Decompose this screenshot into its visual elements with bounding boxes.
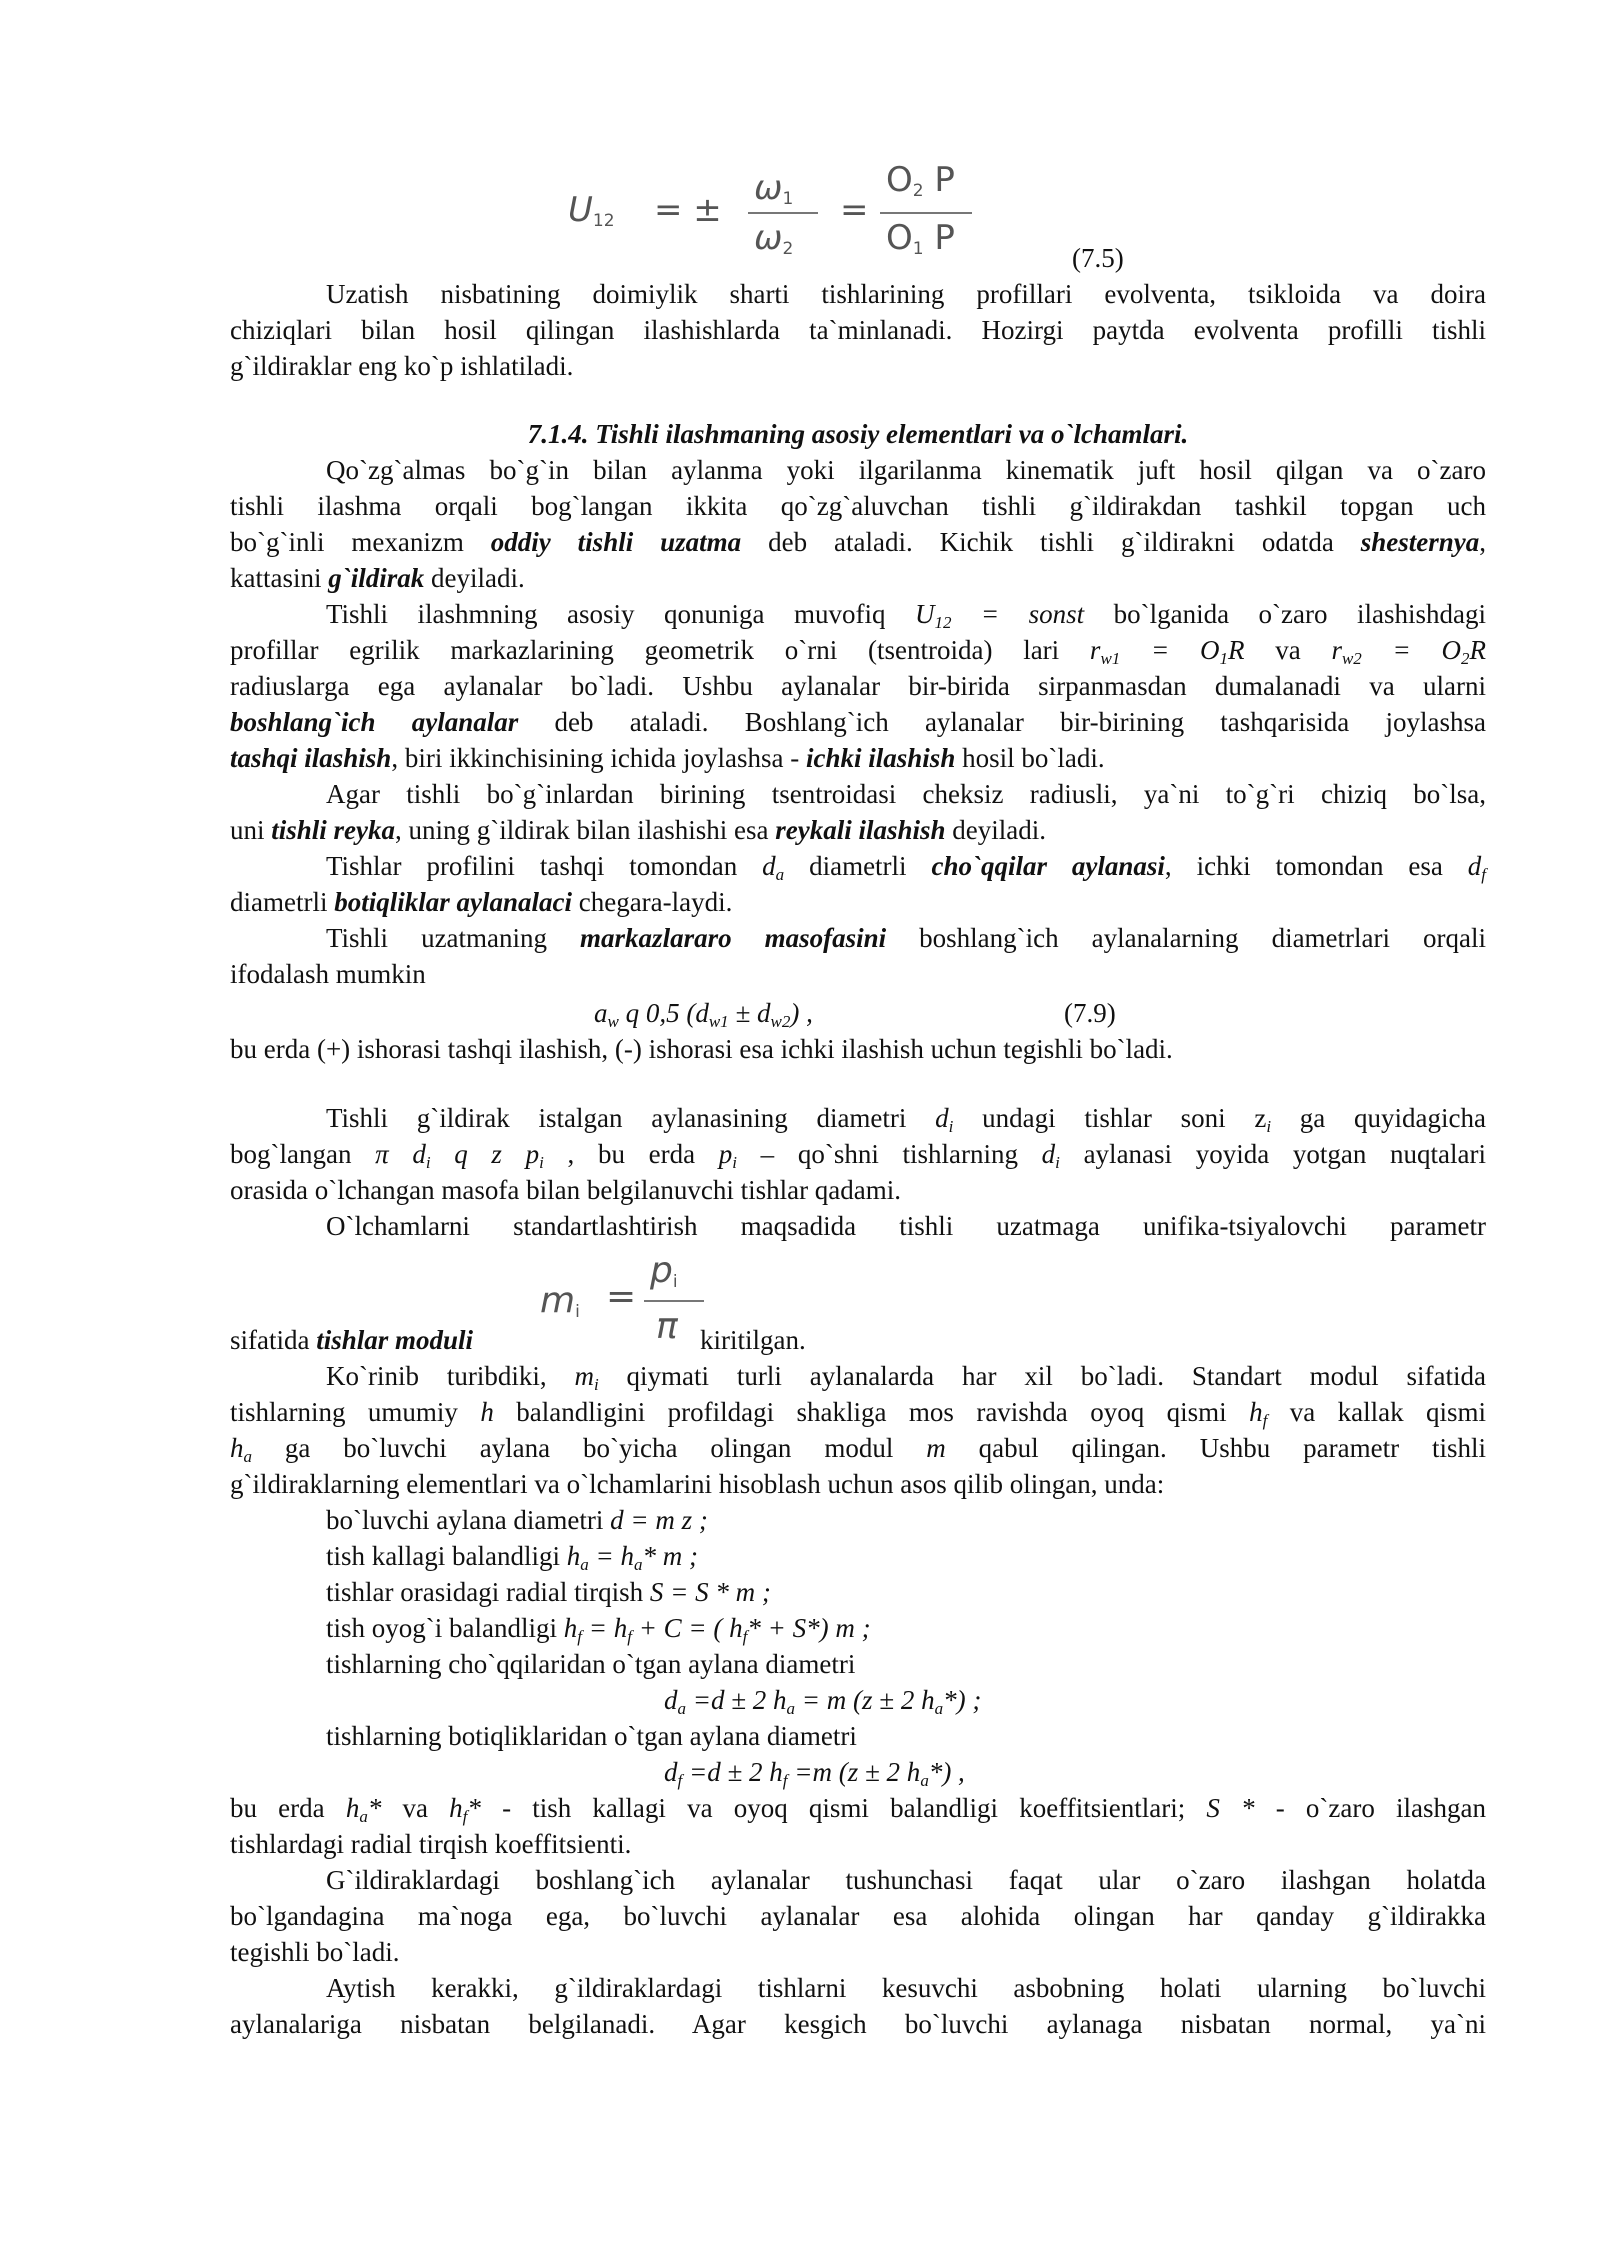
paragraph-line: bo`g`inli mexanizm oddiy tishli uzatma deb ataladi. Kichik tishli g`ildirakni odatda shesternya, bbox=[230, 527, 1486, 557]
paragraph-line: radiuslarga ega aylanalar bo`ladi. Ushbu aylanalar bir-birida sirpanmasdan dumalanadi va ularni bbox=[230, 671, 1486, 701]
paragraph-line: tishlardagi radial tirqish koeffitsienti. bbox=[230, 1829, 632, 1859]
paragraph-line: Qo`zg`almas bo`g`in bilan aylanma yoki ilgarilanma kinematik juft hosil qilgan va o`zaro bbox=[326, 455, 1486, 485]
paragraph-line: tishli ilashma orqali bog`langan ikkita qo`zg`aluvchan tishli g`ildirakdan tashkil topgan uch bbox=[230, 491, 1486, 521]
paragraph-line: Agar tishli bo`g`inlardan birining tsentroidasi cheksiz radiusli, ya`ni to`g`ri chiziq bo`lsa, bbox=[326, 779, 1486, 809]
list-item: tishlar orasidagi radial tirqish S = S * m ; bbox=[326, 1577, 771, 1607]
paragraph-line: bu erda (+) ishorasi tashqi ilashish, (-) ishorasi esa ichki ilashish uchun tegishli bo`ladi. bbox=[230, 1034, 1173, 1064]
paragraph-line: g`ildiraklarning elementlari va o`lchamlarini hisoblash uchun asos qilib olingan, unda: bbox=[230, 1469, 1165, 1499]
paragraph-line: bog`langan π $d_i$ q z $p_i$ , bu erda $p_i$ – qo`shni tishlarning $d_i$ aylanasi yoyida yotgan nuqtalari bbox=[230, 1139, 1486, 1172]
paragraph-line: tegishli bo`ladi. bbox=[230, 1937, 400, 1967]
paragraph-line: orasida o`lchangan masofa bilan belgilanuvchi tishlar qadami. bbox=[230, 1175, 902, 1205]
paragraph-line: Ko`rinib turibdiki, $m_i$ qiymati turli aylanalarda har xil bo`ladi. Standart modul sifatida bbox=[326, 1361, 1486, 1394]
formula-7-5: $U_{12}$ = ± $\omega_1$ $\omega_2$ = $O_2$ P $O_1$ P bbox=[568, 160, 988, 260]
paragraph-line: diametrli botiqliklar aylanalaci chegara-laydi. bbox=[230, 887, 733, 917]
paragraph-line: kattasini g`ildirak deyiladi. bbox=[230, 563, 525, 593]
term-tishlar-moduli: tishlar moduli bbox=[316, 1325, 474, 1355]
formula-df: $d_f =d \pm 2$ $h_f =m$ (z ± 2 $h_a*$) , bbox=[664, 1757, 965, 1790]
paragraph-line: Tishlar profilini tashqi tomondan $d_a$ diametrli cho`qqilar aylanasi, ichki tomondan esa $d_f$ bbox=[326, 851, 1487, 884]
fraction-bar bbox=[880, 212, 972, 214]
paragraph-line: $h_a$ ga bo`luvchi aylana bo`yicha olingan modul m qabul qilingan. Ushbu parametr tishli bbox=[230, 1433, 1486, 1466]
term-tishli-reyka: tishli reyka bbox=[271, 815, 396, 845]
paragraph-line: g`ildiraklar eng ko`p ishlatiladi. bbox=[230, 351, 574, 381]
term-boshlangich-aylanalar: boshlang`ich aylanalar bbox=[230, 707, 519, 737]
formula-7-9: $a_w$ q 0,5 $(d_{w1} \pm d_{w2})$ , bbox=[594, 998, 813, 1031]
paragraph-line: Tishli uzatmaning markazlararo masofasini boshlang`ich aylanalarning diametrlari orqali bbox=[326, 923, 1486, 953]
paragraph-line: tashqi ilashish, biri ikkinchisining ichida joylashsa - ichki ilashish hosil bo`ladi. bbox=[230, 743, 1105, 773]
paragraph-line: bu erda $h_a*$ va $h_f*$ - tish kallagi va oyoq qismi balandligi koeffitsientlari; S * - o`zaro ilashgan bbox=[230, 1793, 1487, 1826]
paragraph-line: O`lchamlarni standartlashtirish maqsadida tishli uzatmaga unifika-tsiyalovchi parametr bbox=[326, 1211, 1486, 1241]
term-gildirak: g`ildirak bbox=[328, 563, 425, 593]
term-oddiy-tishli-uzatma: oddiy tishli uzatma bbox=[490, 527, 742, 557]
equation-number: (7.5) bbox=[1072, 243, 1124, 273]
paragraph-line: Aytish kerakki, g`ildiraklardagi tishlarni kesuvchi asbobning holati ularning bo`luvchi bbox=[326, 1973, 1486, 2003]
term-ichki-ilashish: ichki ilashish bbox=[806, 743, 956, 773]
fraction-bar bbox=[748, 212, 818, 214]
paragraph-line: Uzatish nisbatining doimiylik sharti tishlarining profillari evolventa, tsikloida va doira bbox=[326, 279, 1486, 309]
term-markazlararo-masofasini: markazlararo masofasini bbox=[580, 923, 887, 953]
term-tashqi-ilashish: tashqi ilashish bbox=[230, 743, 392, 773]
paragraph-line: Tishli ilashmning asosiy qonuniga muvofiq $U_{12}$ = sonst bo`lganida o`zaro ilashishdagi bbox=[326, 599, 1486, 632]
paragraph-line: chiziqlari bilan hosil qilingan ilashishlarda ta`minlanadi. Hozirgi paytda evolventa profilli tishli bbox=[230, 315, 1486, 345]
term-shesternya: shesternya bbox=[1360, 527, 1480, 557]
section-heading: 7.1.4. Tishli ilashmaning asosiy elementlari va o`lchamlari. bbox=[527, 419, 1189, 449]
paragraph-line: kiritilgan. bbox=[700, 1325, 806, 1355]
paragraph-line: ifodalash mumkin bbox=[230, 959, 426, 989]
term-reykali-ilashish: reykali ilashish bbox=[775, 815, 946, 845]
list-item: tish oyog`i balandligi $h_f = h_f + C$ = ( $h_f* + S*$) m ; bbox=[326, 1613, 871, 1646]
list-item: tishlarning botiqliklaridan o`tgan aylana diametri bbox=[326, 1721, 857, 1751]
paragraph-line: sifatida tishlar moduli bbox=[230, 1325, 474, 1355]
paragraph-line: G`ildiraklardagi boshlang`ich aylanalar tushunchasi faqat ular o`zaro ilashgan holatda bbox=[326, 1865, 1486, 1895]
paragraph-line: Tishli g`ildirak istalgan aylanasining diametri $d_i$ undagi tishlar soni $z_i$ ga quyidagicha bbox=[326, 1103, 1486, 1136]
fraction-bar bbox=[644, 1300, 704, 1302]
equation-number: (7.9) bbox=[1064, 998, 1116, 1028]
paragraph-line: tishlarning umumiy h balandligini profildagi shakliga mos ravishda oyoq qismi $h_f$ va kallak qismi bbox=[230, 1397, 1487, 1430]
list-item: bo`luvchi aylana diametri d = m z ; bbox=[326, 1505, 708, 1535]
paragraph-line: boshlang`ich aylanalar deb ataladi. Boshlang`ich aylanalar bir-birining tashqarisida joylashsa bbox=[230, 707, 1487, 737]
paragraph-line: profillar egrilik markazlarining geometrik o`rni (tsentroida) lari $r_{w1} = O_1R$ va $r_{w2} = O_2R$ bbox=[230, 635, 1487, 668]
term-choqqilar-aylanasi: cho`qqilar aylanasi bbox=[931, 851, 1165, 881]
paragraph-line: uni tishli reyka, uning g`ildirak bilan ilashishi esa reykali ilashish deyiladi. bbox=[230, 815, 1046, 845]
formula-da: $d_a =d \pm 2$ $h_a = m$ (z ± 2 $h_a*$) ; bbox=[664, 1685, 982, 1718]
list-item: tish kallagi balandligi $h_a = h_a*$ m ; bbox=[326, 1541, 698, 1574]
paragraph-line: aylanalariga nisbatan belgilanadi. Agar kesgich bo`luvchi aylanaga nisbatan normal, ya`ni bbox=[230, 2009, 1486, 2039]
formula-module: $m_i$ = $p_i$ π bbox=[540, 1256, 720, 1356]
paragraph-line: bo`lgandagina ma`noga ega, bo`luvchi aylanalar esa alohida olingan har qanday g`ildirakka bbox=[230, 1901, 1486, 1931]
term-botiqliklar-aylanalaci: botiqliklar aylanalaci bbox=[334, 887, 572, 917]
list-item: tishlarning cho`qqilaridan o`tgan aylana diametri bbox=[326, 1649, 856, 1679]
